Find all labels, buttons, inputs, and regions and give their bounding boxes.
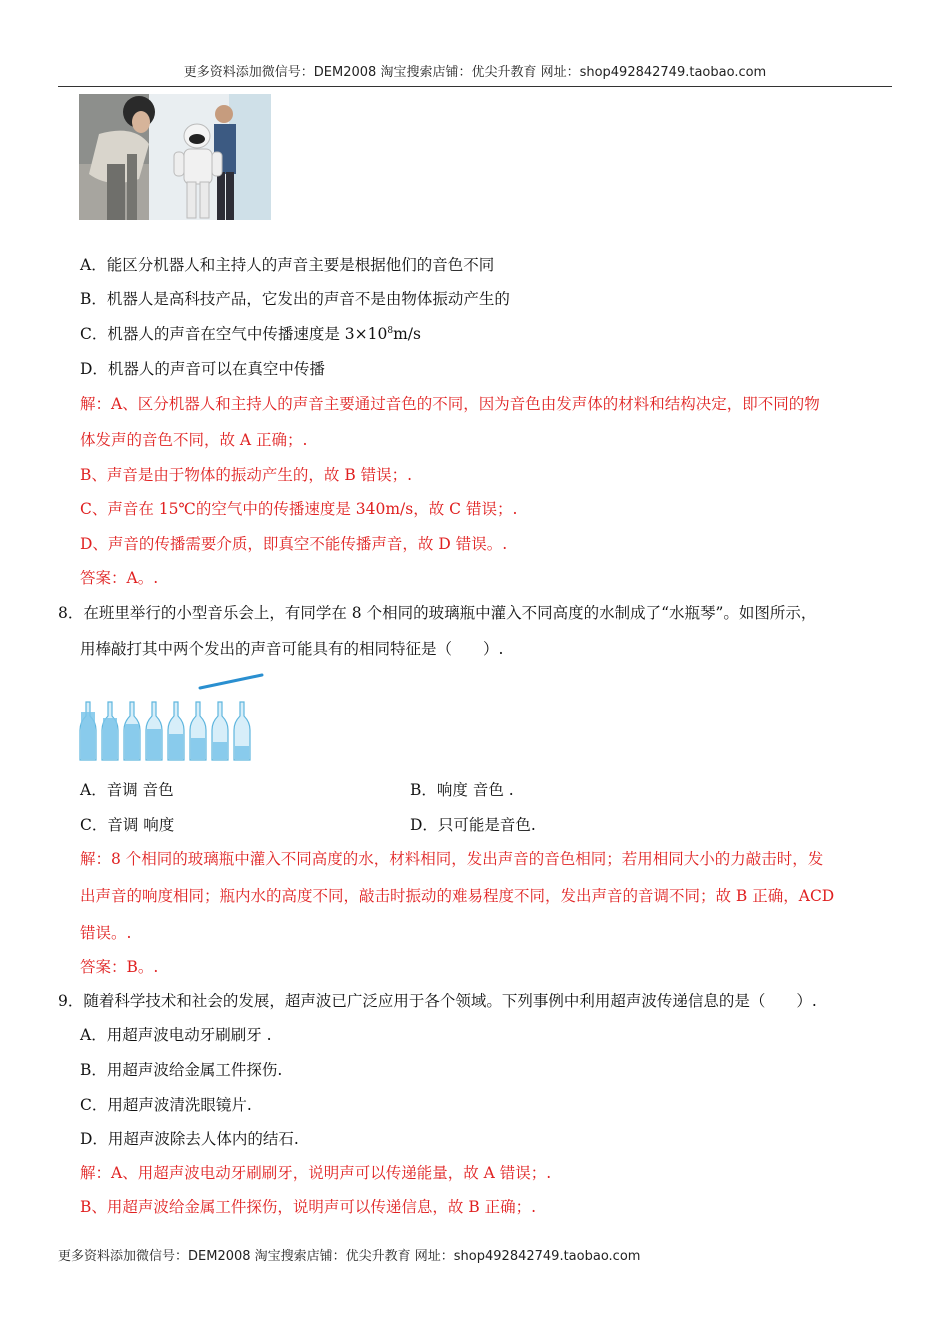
q9-option-d: D．用超声波除去人体内的结石. (80, 1130, 299, 1148)
q8-answer: 答案：B。. (80, 958, 159, 976)
q7-option-a: A．能区分机器人和主持人的声音主要是根据他们的音色不同 (80, 256, 495, 274)
q7-option-d: D．机器人的声音可以在真空中传播 (80, 360, 325, 378)
page-footer: 更多资料添加微信号：DEM2008 淘宝搜索店铺：优尖升教育 网址：shop492842749.taobao.com (58, 1249, 641, 1264)
q8-solution-line: 错误。. (80, 924, 132, 942)
q9-solution-line: 解：A、用超声波电动牙刷刷牙，说明声可以传递能量，故 A 错误；. (80, 1164, 552, 1182)
q8-option-c: C．音调 响度 (80, 816, 175, 834)
q8-stem: 用棒敲打其中两个发出的声音可能具有的相同特征是（ ）. (80, 640, 504, 658)
q9-stem: 9．随着科学技术和社会的发展，超声波已广泛应用于各个领域。下列事例中利用超声波传递信息的是（ ）. (58, 992, 817, 1010)
q8-solution-line: 解：8 个相同的玻璃瓶中灌入不同高度的水，材料相同，发出声音的音色相同；若用相同大小的力敲击时，发 (80, 850, 824, 868)
q7-solution-line: B、声音是由于物体的振动产生的，故 B 错误；. (80, 466, 413, 484)
page-header: 更多资料添加微信号：DEM2008 淘宝搜索店铺：优尖升教育 网址：shop492842749.taobao.com (58, 62, 892, 87)
q7-solution-line: D、声音的传播需要介质，即真空不能传播声音，故 D 错误。. (80, 535, 508, 553)
q8-option-d: D．只可能是音色. (410, 816, 536, 834)
q7-solution-line: 体发声的音色不同，故 A 正确；. (80, 431, 308, 449)
q7-option-b: B．机器人是高科技产品，它发出的声音不是由物体振动产生的 (80, 290, 510, 308)
q7-solution-line: C、声音在 15℃的空气中的传播速度是 340m/s，故 C 错误；. (80, 500, 518, 518)
q7-option-c: C．机器人的声音在空气中传播速度是 $3\times 10^8m/s$ (80, 325, 421, 343)
q8-stem: 8．在班里举行的小型音乐会上，有同学在 8 个相同的玻璃瓶中灌入不同高度的水制成了“水瓶琴”。如图所示， (58, 604, 817, 622)
q9-option-b: B．用超声波给金属工件探伤. (80, 1061, 283, 1079)
q9-option-a: A．用超声波电动牙刷刷牙 . (80, 1026, 272, 1044)
q7-answer: 答案：A。. (80, 569, 159, 587)
q7-solution-line: 解：A、区分机器人和主持人的声音主要通过音色的不同，因为音色由发声体的材料和结构决定，即不同的物 (80, 395, 820, 413)
water-bottles-figure (78, 672, 268, 764)
q9-option-c: C．用超声波清洗眼镜片. (80, 1096, 252, 1114)
q9-solution-line: B、用超声波给金属工件探伤，说明声可以传递信息，故 B 正确；. (80, 1198, 537, 1216)
q8-option-b: B．响度 音色 . (410, 781, 514, 799)
q8-option-a: A．音调 音色 (80, 781, 174, 799)
robot-host-photo (79, 94, 271, 220)
q8-solution-line: 出声音的响度相同；瓶内水的高度不同，敲击时振动的难易程度不同，发出声音的音调不同；故 B 正确，ACD (80, 887, 835, 905)
